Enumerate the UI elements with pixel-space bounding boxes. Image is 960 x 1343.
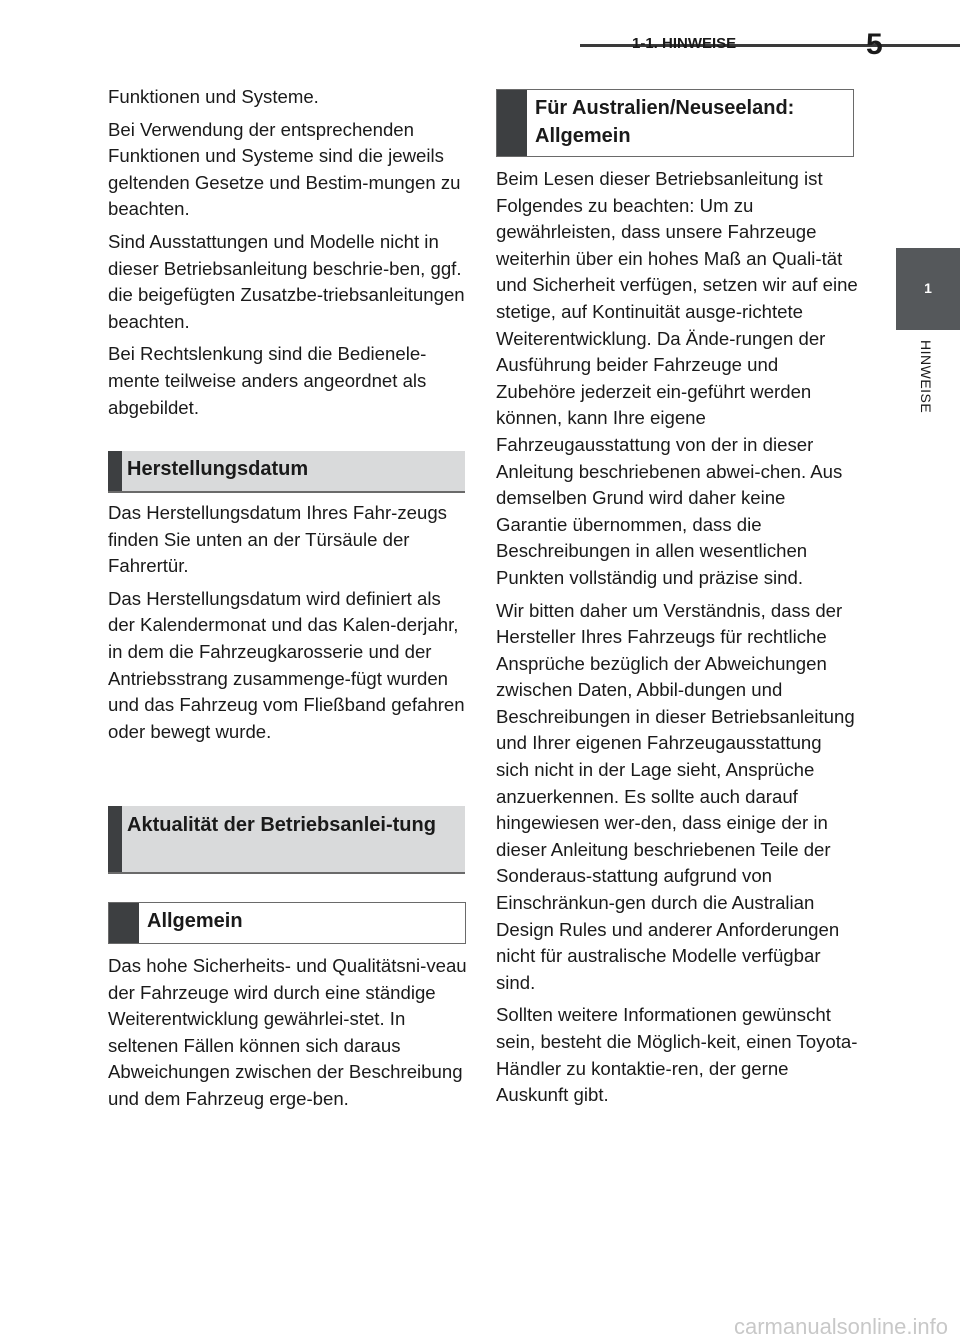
- intro-text: [108, 84, 468, 427]
- paragraph: Bei Rechtslenkung sind die Bedienele-mente teilweise anders angeordnet als abgebildet.: [108, 343, 427, 418]
- heading-text: Herstellungsdatum: [127, 458, 309, 480]
- allgemein-text: [108, 953, 468, 1119]
- chapter-number: 1: [924, 280, 932, 296]
- paragraph: Sind Ausstattungen und Modelle nicht in dieser Betriebsanleitung beschrie-ben, ggf. die beigefügten Zusatzbe-triebsanleitungen beachten.: [108, 230, 465, 332]
- heading-accent: [108, 806, 122, 872]
- page-header: [0, 0, 960, 60]
- chapter-label: [918, 340, 938, 440]
- heading-text: Für Australien/Neuseeland: Allgemein: [535, 97, 795, 147]
- heading-herstellungsdatum: [108, 451, 465, 493]
- paragraph: Wir bitten daher um Verständnis, dass der Hersteller Ihres Fahrzeugs für rechtliche Ansprüche bezüglich der Abweichungen zwischen Daten, Abbil-dungen und Beschreibungen in dieser Betriebsanleitung und Ihrer eigenen Fahrzeugausstattung sich nicht in der Lage sieht, Ansprüche anzuerkennen. Es sollte auch darauf hingewiesen wer-den, dass einige der in dieser Anleitung beschriebenen Teile der Sonderaus-stattung aufgrund von Einschränkun-gen durch die Australian Design Rules und anderer Anforderungen nicht für australische Modelle verfügbar sind.: [496, 599, 855, 993]
- paragraph: Sollten weitere Informationen gewünscht sein, besteht die Möglich-keit, einen Toyota-Händler zu kontaktie-ren, der gerne Auskunft gibt.: [496, 1004, 858, 1106]
- paragraph: Das hohe Sicherheits- und Qualitätsni-veau der Fahrzeuge wird durch eine ständige Weiterentwicklung gewährlei-stet. In seltenen Fällen können sich daraus Abweichungen zwischen der Beschreibung und dem Fahrzeug erge-ben.: [108, 955, 467, 1109]
- heading-australien: [496, 89, 854, 157]
- paragraph: Das Herstellungsdatum wird definiert als der Kalendermonat und das Kalen-derjahr, in dem die Fahrzeugkarosserie und der Antriebsstrang zusammenge-fügt wurden und das Fahrzeug vom Fließband gefahren oder bewegt wurde.: [108, 587, 465, 742]
- heading-text: Allgemein: [147, 910, 243, 932]
- paragraph: Bei Verwendung der entsprechenden Funktionen und Systeme sind die jeweils geltenden Gesetze und Bestim-mungen zu beachten.: [108, 118, 461, 220]
- paragraph: Beim Lesen dieser Betriebsanleitung ist Folgendes zu beachten: Um zu gewährleisten, dass unsere Fahrzeuge weiterhin über ein hohes Maß an Quali-tät und Sicherheit verfügen, setzen wir auf eine stetige, auf Kontinuität ausge-richtete Weiterentwicklung. Da Ände-rungen der Ausführung beider Fahrzeuge und Zubehöre jederzeit ein-geführt werden können, kann Ihre eigene Fahrzeugausstattung von der in dieser Anleitung beschriebenen abwei-chen. Aus demselben Grund wird daher keine Garantie übernommen, dass die Beschreibungen in allen wesentlichen Punkten vollständig und präzise sind.: [496, 168, 858, 588]
- heading-text: Aktualität der Betriebsanlei-tung: [127, 814, 436, 836]
- heading-aktualitaet: [108, 806, 465, 874]
- heading-accent: [108, 451, 122, 491]
- heading-accent: [109, 903, 139, 943]
- heading-accent: [497, 90, 527, 156]
- paragraph: Funktionen und Systeme.: [108, 86, 319, 107]
- section-title: 1-1. HINWEISE: [632, 35, 737, 52]
- heading-allgemein: [108, 902, 466, 944]
- paragraph: Das Herstellungsdatum Ihres Fahr-zeugs finden Sie unten an der Türsäule der Fahrertür.: [108, 502, 447, 577]
- watermark: carmanualsonline.info: [733, 1314, 948, 1339]
- page-number: 5: [866, 28, 883, 61]
- chapter-label-text: HINWEISE: [918, 340, 934, 414]
- australien-text: [496, 166, 858, 1115]
- chapter-tab[interactable]: [896, 248, 960, 330]
- herstellungsdatum-text: [108, 500, 468, 751]
